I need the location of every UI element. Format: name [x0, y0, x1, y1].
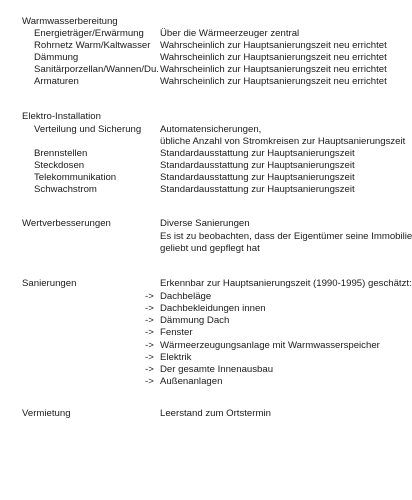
sanierungen-intro: Erkennbar zur Hauptsanierungszeit (1990-1995) geschätzt: — [160, 278, 412, 289]
row-label: Dämmung — [34, 52, 79, 63]
section-heading-warmwasser: Warmwasserbereitung — [22, 16, 118, 27]
row-value: Standardausstattung zur Hauptsanierungszeit — [160, 160, 355, 171]
row-label: Armaturen — [34, 76, 79, 87]
list-arrow: -> — [145, 340, 154, 351]
list-item: Elektrik — [160, 352, 192, 363]
list-arrow: -> — [145, 303, 154, 314]
row-value: geliebt und gepflegt hat — [160, 243, 260, 254]
list-arrow: -> — [145, 364, 154, 375]
row-value: Wahrscheinlich zur Hauptsanierungszeit neu errichtet — [160, 40, 387, 51]
list-item: Wärmeerzeugungsanlage mit Warmwasserspeicher — [160, 340, 380, 351]
section-heading-sanierungen: Sanierungen — [22, 278, 77, 289]
row-label: Schwachstrom — [34, 184, 97, 195]
list-item: Dachbekleidungen innen — [160, 303, 266, 314]
row-label: Energieträger/Erwärmung — [34, 28, 144, 39]
row-label: Rohrnetz Warm/Kaltwasser — [34, 40, 151, 51]
section-heading-elektro: Elektro-Installation — [22, 111, 101, 122]
list-arrow: -> — [145, 315, 154, 326]
section-heading-wertverbesserungen: Wertverbesserungen — [22, 218, 111, 229]
list-item: Dachbeläge — [160, 291, 212, 302]
row-label: Sanitärporzellan/Wannen/Du. — [34, 64, 159, 75]
row-value: Wahrscheinlich zur Hauptsanierungszeit neu errichtet — [160, 64, 387, 75]
list-arrow: -> — [145, 376, 154, 387]
list-arrow: -> — [145, 327, 154, 338]
row-value: Wahrscheinlich zur Hauptsanierungszeit neu errichtet — [160, 76, 387, 87]
row-value: Standardausstattung zur Hauptsanierungszeit — [160, 172, 355, 183]
list-item: Dämmung Dach — [160, 315, 230, 326]
row-label: Telekommunikation — [34, 172, 117, 183]
row-value: Standardausstattung zur Hauptsanierungszeit — [160, 148, 355, 159]
row-value: Diverse Sanierungen — [160, 218, 250, 229]
row-value: Wahrscheinlich zur Hauptsanierungszeit neu errichtet — [160, 52, 387, 63]
row-value: übliche Anzahl von Stromkreisen zur Hauptsanierungszeit — [160, 136, 406, 147]
row-label: Brennstellen — [34, 148, 88, 159]
row-value: Über die Wärmeerzeuger zentral — [160, 28, 300, 39]
row-value: Automatensicherungen, — [160, 124, 262, 135]
row-label: Verteilung und Sicherung — [34, 124, 142, 135]
list-item: Der gesamte Innenausbau — [160, 364, 274, 375]
section-heading-vermietung: Vermietung — [22, 408, 71, 419]
row-value: Leerstand zum Ortstermin — [160, 408, 271, 419]
row-label: Steckdosen — [34, 160, 85, 171]
row-value: Es ist zu beobachten, dass der Eigentümer seine Immobilie — [160, 231, 412, 242]
list-arrow: -> — [145, 291, 154, 302]
list-arrow: -> — [145, 352, 154, 363]
row-value: Standardausstattung zur Hauptsanierungszeit — [160, 184, 355, 195]
list-item: Fenster — [160, 327, 193, 338]
list-item: Außenanlagen — [160, 376, 223, 387]
